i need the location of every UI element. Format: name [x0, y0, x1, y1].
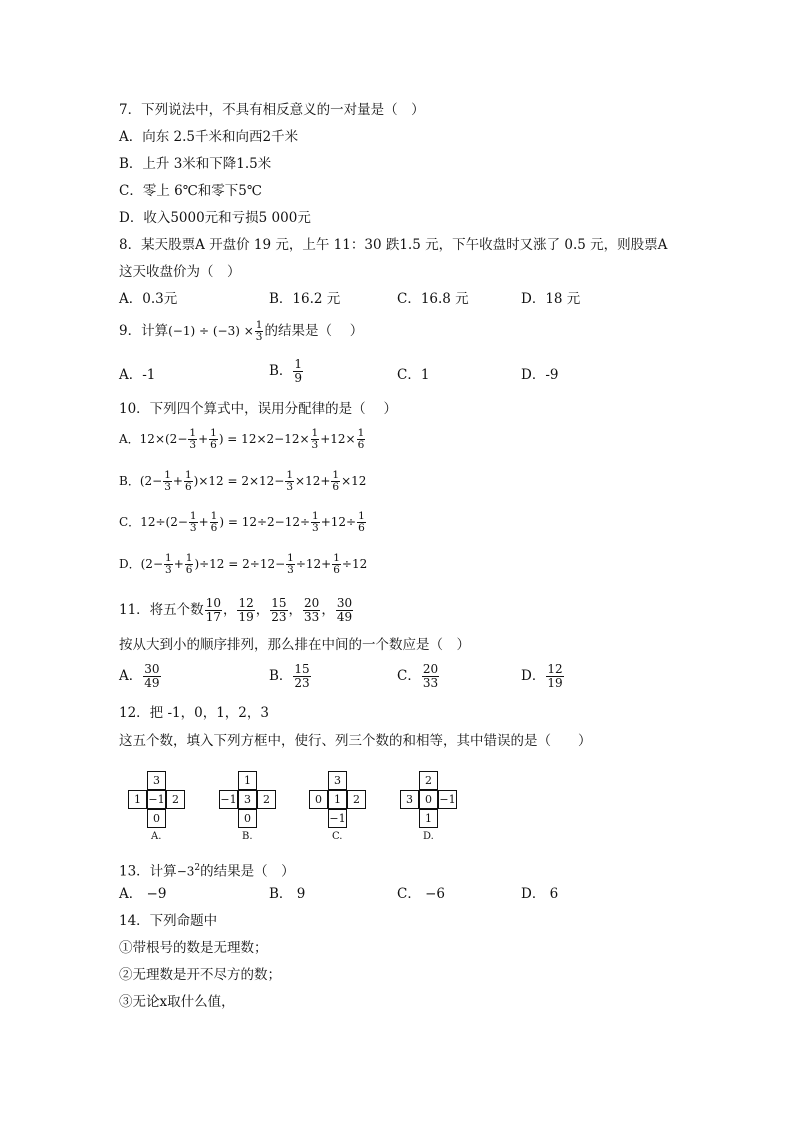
q9-suffix: 的结果是（ ） [264, 323, 364, 339]
q9-option-a: A．-1 [119, 367, 156, 383]
q11-prefix: 11．将五个数 [119, 602, 204, 618]
q9-frac-den: 3 [255, 331, 263, 343]
q10-option-a: A．12×(2− $\frac{1}{3}$ + $\frac{1}{6}$ ) = 12×2−12× $\frac{1}{3}$ +12× $\frac{1}{6}$ [119, 427, 365, 451]
q8-option-d: D．18 元 [521, 291, 581, 307]
q14-stem: 14．下列命题中 [119, 913, 218, 929]
q11-stem-line2: 按从大到小的顺序排列，那么排在中间的一个数应是（ ） [119, 637, 470, 653]
q10-option-c: C．12÷(2− $\frac{1}{3}$ + $\frac{1}{6}$ ) = 12÷2−12÷ $\frac{1}{3}$ +12÷ $\frac{1}{6}$ [119, 510, 365, 534]
grid-cell-top: 1 [238, 771, 257, 790]
q7-option-d: D．收入5000元和亏损5 000元 [119, 210, 311, 226]
q8-option-a: A．0.3元 [119, 291, 178, 307]
q7-option-c: C．零上 6℃和零下5℃ [119, 183, 263, 199]
q10-option-a-label: A． [119, 432, 140, 446]
grid-cell-left: 0 [309, 790, 328, 809]
q9-expression: (−1) ÷ (−3) × [168, 324, 254, 338]
q11-num-1: $\frac{10}{17}$ [205, 596, 221, 624]
grid-cell-left: −1 [219, 790, 238, 809]
q11-num-3: $\frac{15}{23}$ [271, 596, 287, 624]
q14-item-2: ②无理数是开不尽方的数； [119, 967, 281, 983]
q10-stem: 10．下列四个算式中，误用分配律的是（ ） [119, 401, 397, 417]
grid-cell-right: 2 [347, 790, 366, 809]
q9-option-b-label: B． [269, 363, 293, 379]
q10-option-b-label: B． [119, 474, 140, 488]
q10-option-d-label: D． [119, 557, 141, 571]
q9-fraction [255, 320, 264, 343]
grid-cell-left: 3 [400, 790, 419, 809]
q9-option-c: C．1 [397, 367, 430, 383]
q8-stem-line1: 8．某天股票A 开盘价 19 元，上午 11：30 跌1.5 元，下午收盘时又涨了 0.5 元，则股票A [119, 237, 668, 253]
q9-option-b-fraction [293, 358, 303, 385]
q11-option-b: B． $\frac{15}{23}$ [269, 662, 310, 690]
q8-option-b: B．16.2 元 [269, 291, 341, 307]
grid-label: A. [151, 831, 162, 842]
q10-option-d: D．(2− $\frac{1}{3}$ + $\frac{1}{6}$ )÷12 = 2÷12− $\frac{1}{3}$ ÷12+ $\frac{1}{6}$ ÷12 [119, 552, 368, 576]
q9-b-num: 1 [294, 357, 303, 371]
grid-cell-right: 2 [166, 790, 185, 809]
q13-suffix: 的结果是（ ） [200, 863, 295, 880]
q11-num-2: $\frac{12}{19}$ [238, 596, 254, 624]
q11-num-5: $\frac{30}{49}$ [336, 596, 353, 624]
q9-b-den: 9 [294, 371, 303, 385]
grid-cell-top: 2 [419, 771, 438, 790]
q13-option-b: B． 9 [269, 886, 306, 902]
q7-option-a: A．向东 2.5千米和向西2千米 [119, 129, 299, 145]
grid-label: B. [242, 831, 253, 842]
grid-label: C. [332, 831, 343, 842]
grid-cell-bottom: 1 [419, 809, 438, 828]
grid-cell-right: −1 [438, 790, 457, 809]
q7-stem: 7．下列说法中，不具有相反意义的一对量是（ ） [119, 102, 425, 118]
q13-option-a: A． −9 [119, 886, 167, 902]
grid-cell-bottom: 0 [147, 809, 166, 828]
q11-option-a: A． $\frac{30}{49}$ [119, 662, 160, 690]
q11-option-c: C． $\frac{20}{33}$ [397, 662, 439, 690]
q8-stem-line2: 这天收盘价为（ ） [119, 264, 241, 280]
q12-stem-line1: 12．把 -1，0，1，2，3 [119, 705, 269, 721]
q13-base: −3 [176, 864, 195, 879]
q11-stem-line1: 11．将五个数 $\frac{10}{17}$ ， $\frac{12}{19}$ ， $\frac{15}{23}$ ， $\frac{20}{33}$ ， $\frac{30}{49}$ [119, 596, 353, 624]
q9-frac-num: 1 [255, 319, 263, 331]
grid-cell-center: −1 [147, 790, 166, 809]
q13-stem [119, 859, 295, 881]
q9-stem [119, 320, 363, 343]
grid-cell-bottom: 0 [238, 809, 257, 828]
grid-cell-center: 0 [419, 790, 438, 809]
grid-cell-center: 3 [238, 790, 257, 809]
grid-cell-center: 1 [328, 790, 347, 809]
grid-label: D. [423, 831, 434, 842]
q9-prefix: 9．计算 [119, 323, 169, 339]
q10-option-c-label: C． [119, 515, 141, 529]
grid-cell-top: 3 [147, 771, 166, 790]
q7-option-b: B．上升 3米和下降1.5米 [119, 156, 272, 172]
q8-option-c: C．16.8 元 [397, 291, 469, 307]
q14-item-3: ③无论x取什么值， [119, 994, 235, 1010]
grid-cell-right: 2 [257, 790, 276, 809]
q12-stem-line2: 这五个数，填入下列方框中，使行、列三个数的和相等，其中错误的是（ ） [119, 733, 592, 749]
q13-option-c: C． −6 [397, 886, 446, 902]
grid-cell-bottom: −1 [328, 809, 347, 828]
q13-prefix: 13．计算 [119, 863, 177, 880]
q13-option-d: D． 6 [521, 886, 559, 902]
grid-cell-top: 3 [328, 771, 347, 790]
q9-option-b [269, 358, 304, 385]
q11-num-4: $\frac{20}{33}$ [304, 596, 320, 624]
grid-cell-left: 1 [128, 790, 147, 809]
q14-item-1: ①带根号的数是无理数； [119, 940, 268, 956]
q9-option-d: D．-9 [521, 367, 559, 383]
q13-exponent: 2 [194, 863, 201, 873]
q10-option-b: B．(2− $\frac{1}{3}$ + $\frac{1}{6}$ )×12 = 2×12− $\frac{1}{3}$ ×12+ $\frac{1}{6}$ ×12 [119, 469, 367, 493]
q11-option-d: D． $\frac{12}{19}$ [521, 662, 563, 690]
